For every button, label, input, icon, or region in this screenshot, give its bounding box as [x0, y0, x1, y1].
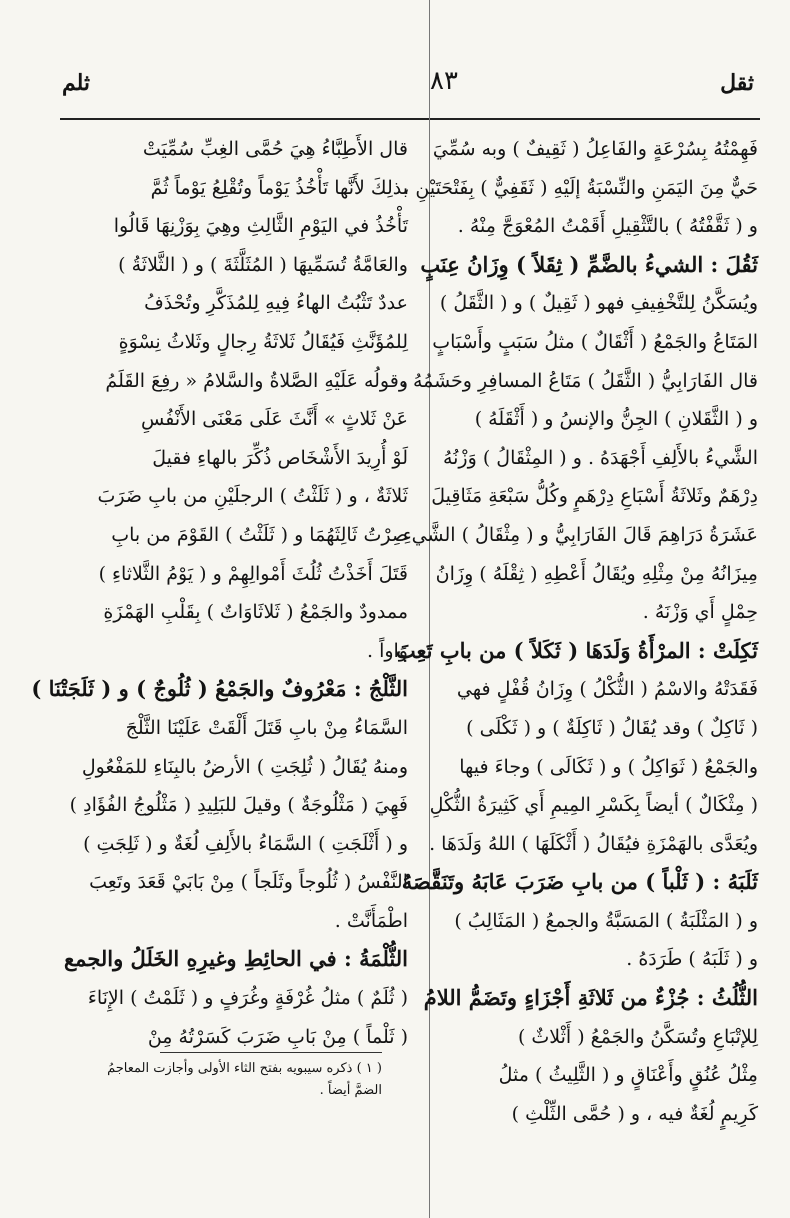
footnote	[70, 1058, 382, 1102]
text-line: و ( المَثْلَبَةُ ) المَسَبَّةُ والجمعُ ( المَثَالِبُ )	[454, 909, 758, 932]
text-line: صِرْتُ ثَالِثَهُمَا و ( ثَلَثْتُ ) القَوْمَ من بابِ	[111, 523, 408, 546]
text-line: قال الفَارَابِيُّ ( الثَّقَلُ ) مَتَاعُ المسافِرِ وحَشَمُهُ ،	[400, 369, 758, 392]
text-line: دِرْهَمٌ وثَلاثَةُ أَسْبَاعِ دِرْهَمٍ وكُلُّ سَبْعَةِ مَثَاقِيلَ	[431, 485, 758, 508]
entry-line: ثَكِلَتْ : المرْأَةُ وَلَدَهَا ( ثَكَلاً ) من بابِ تَعِبَ	[395, 637, 758, 663]
entry-line: ثَلَبَهُ : ( ثَلْباً ) من بابِ ضَرَبَ عَابَهُ وتَنَقَّصَهُ	[401, 869, 758, 895]
text-line: حَيٌّ مِنَ اليَمَنِ والنِّسْبَةُ إلَيْهِ ( ثَقَفِيٌّ ) بِفَتْحَتَيْنِ ،	[403, 176, 758, 199]
text-line: و ( ثَقَّفْتُهُ ) بالتَّثْقِيلِ أَقَمْتُ المُعْوَجَّ مِنْهُ .	[457, 215, 758, 238]
text-line: مِيزَانُهُ مِنْ مِثْلِهِ ويُقَالُ أَعْطِهِ ( ثِقْلَهُ ) وِزَانُ	[435, 562, 758, 585]
text-line: كَرِيمٍ لُغَةٌ فيه ، و ( حُمَّى الثِّلْثِ )	[511, 1102, 758, 1125]
page-number: ٨٣	[430, 66, 458, 96]
text-line: ( ثُلَمٌ ) مثلُ غُرْفَةٍ وغُرَفٍ و ( ثَلَمْتُ ) الإِنَاءَ	[87, 987, 408, 1010]
footnote-line: ( ١ ) ذكره سيبويه بفتح الثاء الأولى وأجازت المعاجمُ	[107, 1061, 382, 1076]
text-line: ومنهُ يُقَالُ ( ثُلِجَتِ ) الأرضُ بالبِنَاءِ للمَفْعُولِ	[81, 755, 408, 778]
left-running-headword: ثلم	[62, 70, 91, 96]
text-line: لَوْ أُرِيدَ الأَشْخَاص ذُكِّرَ بالهاءِ فقيلَ	[152, 446, 408, 469]
text-line: ويُسَكَّنُ لِلتَّخْفِيفِ فهو ( ثَقِيلٌ ) و ( الثَّقَلُ )	[439, 292, 758, 315]
text-line: والعَامَّةُ تُسَمِّيهَا ( المُثَلَّثَةَ ) و ( الثَّلاثَةُ )	[118, 253, 408, 276]
right-column	[395, 130, 758, 1133]
page-header	[60, 66, 754, 110]
entry-line: الثُّلُثُ : جُزْءٌ من ثَلاثَةِ أَجْزَاءٍ وتَضَمُّ اللامُ	[423, 985, 758, 1011]
text-line: و ( ثَلَبَهُ ) طَرَدَهُ .	[626, 948, 758, 971]
text-line: و ( أَثْلَجَتِ ) السَّمَاءُ بالأَلِفِ لُغَةٌ و ( ثَلِجَتِ )	[83, 832, 408, 855]
text-line: ثَلاثَةٌ ، و ( ثَلَثْتُ ) الرجلَيْنِ من بابِ ضَرَبَ	[97, 485, 408, 508]
text-line: والجَمْعُ ( ثَوَاكِلُ ) و ( ثَكَالَى ) وجاءَ فيها	[459, 755, 758, 778]
header-rule	[60, 118, 760, 120]
entry-line: ثَقُلَ : الشيءُ بالضَّمِّ ( ثِقَلاً ) وِزَانُ عِنَبٍ	[420, 251, 758, 277]
text-line: تَأْخُذُ في اليَوْمِ الثَّالِثِ وهِيَ بِوَزْنِهَا قَالُوا	[113, 215, 408, 238]
right-running-headword: ثقل	[720, 70, 754, 96]
text-line: ( مِثْكَالٌ ) أيضاً بِكَسْرِ المِيمِ أَي كَثِيرَةُ الثُّكْلِ	[429, 794, 758, 817]
text-line: السَّمَاءُ مِنْ بابِ قَتَلَ أَلْقَتْ عَلَيْنَا الثَّلْجَ	[125, 716, 408, 739]
text-line: عَنْ ثَلاثٍ » أَنَّثَ عَلَى مَعْنَى الأَنْفُسِ	[140, 408, 408, 431]
text-line: اطْمَأَنَّتْ .	[334, 909, 408, 932]
text-line: المَتَاعُ والجَمْعُ ( أَثْقَالٌ ) مثلُ سَبَبٍ وأَسْبَابٍ	[432, 330, 758, 353]
text-line: عددٌ تَثْبُتُ الهاءُ فِيهِ لِلمُذَكَّرِ وتُحْذَفُ	[144, 292, 408, 315]
text-line: فَقَدَتْهُ والاسْمُ ( الثُّكْلُ ) وِزَانُ قُفْلٍ فهي	[456, 678, 758, 701]
entry-line: الثَّلْجُ : مَعْرُوفٌ والجَمْعُ ( ثُلُوجٌ ) و ( ثَلَجَتْنَا )	[31, 676, 408, 702]
left-column	[31, 130, 408, 1056]
text-line: بذلِكَ لأَنَّها تَأْخُذُ يَوْماً وتُقْلِعُ يَوْماً ثُمَّ	[150, 176, 408, 199]
text-line: و ( الثَّقَلانِ ) الجِنُّ والإنسُ و ( أَثْقَلَهُ )	[474, 408, 758, 431]
text-line: فَهِيَ ( مَثْلُوجَةٌ ) وقيلَ للبَلِيدِ ( مَثْلُوجُ الفُؤَادِ )	[69, 794, 408, 817]
text-line: وَاواً .	[367, 639, 408, 662]
footnote-rule	[160, 1052, 382, 1053]
text-line: ( ثَلْماً ) مِنْ بَابِ ضَرَبَ كَسَرْتُهُ مِنْ	[147, 1025, 408, 1048]
entry-line: الثُّلْمَةُ : في الحائِطِ وغيرِهِ الخَلَلُ والجمع	[64, 946, 408, 972]
text-line: النَّفْسُ ( ثُلُوجاً وثَلَجاً ) مِنْ بَابَيْ قَعَدَ وتَعِبَ	[89, 871, 408, 894]
text-line: لِلمُؤَنَّثِ فَيُقَالُ ثَلاثَةُ رِجالٍ وثَلاثُ نِسْوَةٍ	[118, 330, 408, 353]
text-line: ممدودٌ والجَمْعُ ( ثَلاثَاوَاتٌ ) بِقَلْبِ الهَمْزَةِ	[103, 601, 408, 624]
text-line: ويُعَدَّى بالهَمْزَةِ فيُقَالُ ( أَثْكَلَهَا ) اللهُ وَلَدَهَا .	[429, 832, 758, 855]
text-line: حِمْلٍ أَي وَزْنَهُ .	[642, 601, 758, 624]
text-line: عَشَرَةُ دَرَاهِمَ قَالَ الفَارَابِيُّ و ( مِثْقَالُ ) الشَّيءِ	[402, 523, 758, 546]
text-line: مِثْلُ عُنُقٍ وأَعْنَاقٍ و ( الثَّلِيثُ ) مثلُ	[498, 1064, 758, 1087]
text-line: قَتَلَ أَخَذْتُ ثُلُثَ أَمْوالِهِمْ و ( يَوْمُ الثَّلاثاءِ )	[98, 562, 408, 585]
text-line: ( ثَاكِلٌ ) وقد يُقَالُ ( ثَاكِلَةٌ ) و ( ثَكْلَى )	[466, 716, 758, 739]
text-line: قال الأَطِبَّاءُ هِيَ حُمَّى الغِبِّ سُمِّيَتْ	[142, 138, 408, 160]
text-line: الشَّيءُ بالأَلِفِ أَجْهَدَهُ . و ( المِثْقَالُ ) وَزْنُهُ	[442, 446, 758, 469]
footnote-line: الضمَّ أيضاً .	[319, 1083, 382, 1098]
text-line: وقولُه عَلَيْهِ الصَّلاةُ والسَّلامُ « رفِعَ القَلَمُ	[105, 369, 408, 392]
text-line: فَهِمْتُهُ بِسُرْعَةٍ والفَاعِلُ ( ثَقِيفٌ ) وبه سُمِّيَ	[432, 138, 758, 160]
text-line: لِلإتْبَاعِ وتُسَكَّنُ والجَمْعُ ( أَثْلاثٌ )	[517, 1025, 758, 1048]
